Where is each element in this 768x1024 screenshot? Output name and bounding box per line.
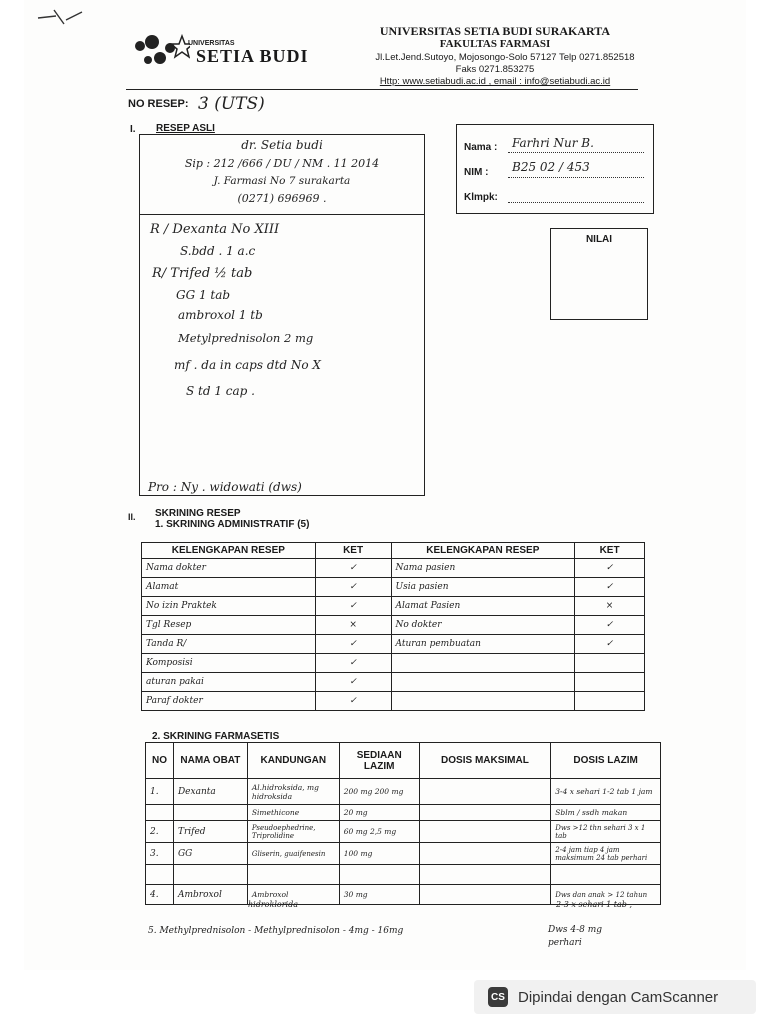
farm-header: SEDIAAN LAZIM (339, 743, 419, 779)
header-web-email: Http: www.setiabudi.ac.id , email : info@setiabudi.ac.id (379, 76, 611, 87)
table-row (142, 597, 645, 616)
admin-cell (391, 654, 575, 673)
farm-cell: 3-4 x sehari 1-2 tab 1 jam (551, 779, 661, 805)
rx-line: R/ Trifed ½ tab (152, 266, 253, 281)
admin-cell (391, 692, 575, 711)
admin-ket: ✓ (315, 597, 391, 616)
rx-line: ambroxol 1 tb (178, 308, 263, 322)
no-resep-label: NO RESEP: (128, 98, 189, 110)
table-row (142, 673, 645, 692)
table-row (146, 779, 661, 805)
admin-ket: ✓ (315, 654, 391, 673)
farm-cell: Dexanta (173, 779, 247, 805)
header-university: UNIVERSITAS SETIA BUDI SURAKARTA (379, 24, 611, 38)
rx-line: R / Dexanta No XIII (150, 222, 280, 237)
footer-note: 5. Methylprednisolon - Methylprednisolon - 4mg - 16mg (148, 926, 404, 936)
admin-cell: Aturan pembuatan (391, 635, 575, 654)
table-row (142, 616, 645, 635)
molecule-logo-icon (130, 30, 190, 74)
admin-cell: Usia pasien (391, 578, 575, 597)
doctor-address: J. Farmasi No 7 surakarta (213, 175, 351, 187)
farm-cell: 1. (146, 779, 174, 805)
admin-header-row (142, 543, 645, 559)
rx-line: S td 1 cap . (186, 384, 255, 398)
nim-label: NIM : (464, 167, 489, 178)
farm-cell: 4. (146, 885, 174, 905)
farm-cell: Gliserin, guaifenesin (247, 843, 339, 865)
admin-ket: × (575, 597, 645, 616)
farm-cell: 30 mg (339, 885, 419, 905)
farm-cell (419, 865, 551, 885)
nama-line (508, 152, 644, 153)
farm-cell: 2. (146, 821, 174, 843)
admin-cell: No dokter (391, 616, 575, 635)
header-address: Jl.Let.Jend.Sutoyo, Mojosongo-Solo 57127 Telp 0271.852518 (375, 52, 635, 63)
farm-cell (247, 865, 339, 885)
admin-subtitle: 1. SKRINING ADMINISTRATIF (5) (155, 519, 310, 530)
farm-cell (173, 865, 247, 885)
klmpk-label: Klmpk: (464, 192, 498, 203)
admin-ket: ✓ (315, 692, 391, 711)
admin-header: KELENGKAPAN RESEP (142, 543, 316, 559)
table-row (146, 843, 661, 865)
admin-cell: Komposisi (142, 654, 316, 673)
farm-cell (419, 885, 551, 905)
footer-note-2: Dws 4-8 mg perhari (548, 925, 603, 948)
farm-cell: Ambroxol (247, 885, 339, 905)
header-faculty: FAKULTAS FARMASI (439, 38, 551, 50)
admin-header: KET (575, 543, 645, 559)
admin-header: KELENGKAPAN RESEP (391, 543, 575, 559)
farm-cell (419, 843, 551, 865)
section2-title: SKRINING RESEP (155, 508, 241, 519)
farm-cell: Sblm / ssdh makan (551, 805, 661, 821)
rx-line: mf . da in caps dtd No X (174, 358, 321, 372)
admin-ket (575, 673, 645, 692)
table-row (142, 578, 645, 597)
admin-cell: Tanda R/ (142, 635, 316, 654)
rx-pro: Pro : Ny . widowati (dws) (148, 480, 302, 494)
farm-cell (551, 865, 661, 885)
admin-cell: Tgl Resep (142, 616, 316, 635)
doctor-name: dr. Setia budi (241, 138, 323, 152)
admin-ket: ✓ (575, 635, 645, 654)
admin-cell: Nama dokter (142, 559, 316, 578)
farm-cell: Pseudoephedrine, Triprolidine (247, 821, 339, 843)
farm-cell: 60 mg 2,5 mg (339, 821, 419, 843)
no-resep-value: 3 (UTS) (198, 94, 265, 114)
table-row (142, 692, 645, 711)
admin-ket: ✓ (575, 578, 645, 597)
farm-cell: Trifed (173, 821, 247, 843)
logo-university-text: UNIVERSITAS (188, 40, 235, 47)
farm-note-below: hidroklorida (248, 900, 298, 909)
farm-cell: 3. (146, 843, 174, 865)
farm-header: DOSIS MAKSIMAL (419, 743, 551, 779)
admin-table (141, 542, 645, 711)
header-divider (126, 89, 638, 90)
section2-number: II. (128, 512, 136, 522)
farm-cell: Dws dan anak > 12 tahun (551, 885, 661, 905)
resep-divider (139, 214, 425, 215)
klmpk-line (508, 202, 644, 203)
table-row (146, 805, 661, 821)
admin-cell: Alamat Pasien (391, 597, 575, 616)
nama-label: Nama : (464, 142, 498, 153)
farm-cell (339, 865, 419, 885)
farm-note-below: 2-3 x sehari 1 tab , (556, 900, 632, 909)
farmasetis-subtitle: 2. SKRINING FARMASETIS (152, 731, 280, 742)
admin-header: KET (315, 543, 391, 559)
farm-header: KANDUNGAN (247, 743, 339, 779)
university-logo (130, 30, 320, 74)
table-row (142, 559, 645, 578)
nilai-label: NILAI (585, 234, 613, 245)
farm-cell: Dws >12 thn sehari 3 x 1 tab (551, 821, 661, 843)
admin-cell: aturan pakai (142, 673, 316, 692)
camscanner-text: Dipindai dengan CamScanner (518, 988, 719, 1006)
rx-line: S.bdd . 1 a.c (180, 244, 256, 258)
admin-cell: Alamat (142, 578, 316, 597)
nim-line (508, 177, 644, 178)
admin-ket (575, 654, 645, 673)
farm-cell: Simethicone (247, 805, 339, 821)
farm-cell: 20 mg (339, 805, 419, 821)
farm-cell: Ambroxol (173, 885, 247, 905)
farm-header: NAMA OBAT (173, 743, 247, 779)
admin-cell: No izin Praktek (142, 597, 316, 616)
admin-ket: ✓ (315, 635, 391, 654)
admin-ket: ✓ (575, 559, 645, 578)
farm-cell (146, 865, 174, 885)
farm-cell (146, 805, 174, 821)
farm-cell: GG (173, 843, 247, 865)
corner-mark-icon (36, 6, 86, 28)
rx-line: GG 1 tab (176, 288, 231, 302)
admin-cell: Paraf dokter (142, 692, 316, 711)
rx-line: Metylprednisolon 2 mg (178, 331, 314, 345)
admin-ket: × (315, 616, 391, 635)
farm-cell (419, 805, 551, 821)
camscanner-watermark (474, 980, 756, 1014)
nim-value: B25 02 / 453 (512, 160, 590, 174)
farm-cell: 100 mg (339, 843, 419, 865)
nama-value: Farhri Nur B. (512, 136, 594, 150)
doctor-sip: Sip : 212 /666 / DU / NM . 11 2014 (184, 157, 380, 170)
farm-cell: 200 mg 200 mg (339, 779, 419, 805)
section1-title: RESEP ASLI (156, 123, 215, 134)
farm-cell: 2-4 jam tiap 4 jam maksimum 24 tab perhari (551, 843, 661, 865)
admin-ket: ✓ (575, 616, 645, 635)
farm-cell (419, 821, 551, 843)
header-fax: Faks 0271.853275 (455, 64, 535, 75)
farm-header-row (146, 743, 661, 779)
admin-ket: ✓ (315, 559, 391, 578)
doctor-phone: (0271) 696969 . (237, 192, 327, 205)
camscanner-icon: CS (488, 987, 508, 1007)
admin-ket: ✓ (315, 578, 391, 597)
table-row (146, 865, 661, 885)
farm-header: DOSIS LAZIM (551, 743, 661, 779)
admin-ket: ✓ (315, 673, 391, 692)
farm-cell: Al.hidroksida, mg hidroksida (247, 779, 339, 805)
farm-cell (419, 779, 551, 805)
admin-cell (391, 673, 575, 692)
table-row (142, 635, 645, 654)
admin-cell: Nama pasien (391, 559, 575, 578)
farm-header: NO (146, 743, 174, 779)
section1-number: I. (130, 124, 136, 135)
admin-ket (575, 692, 645, 711)
farmasetis-table (145, 742, 661, 905)
table-row (142, 654, 645, 673)
table-row (146, 821, 661, 843)
farm-cell (173, 805, 247, 821)
logo-name-text: SETIA BUDI (196, 46, 309, 66)
